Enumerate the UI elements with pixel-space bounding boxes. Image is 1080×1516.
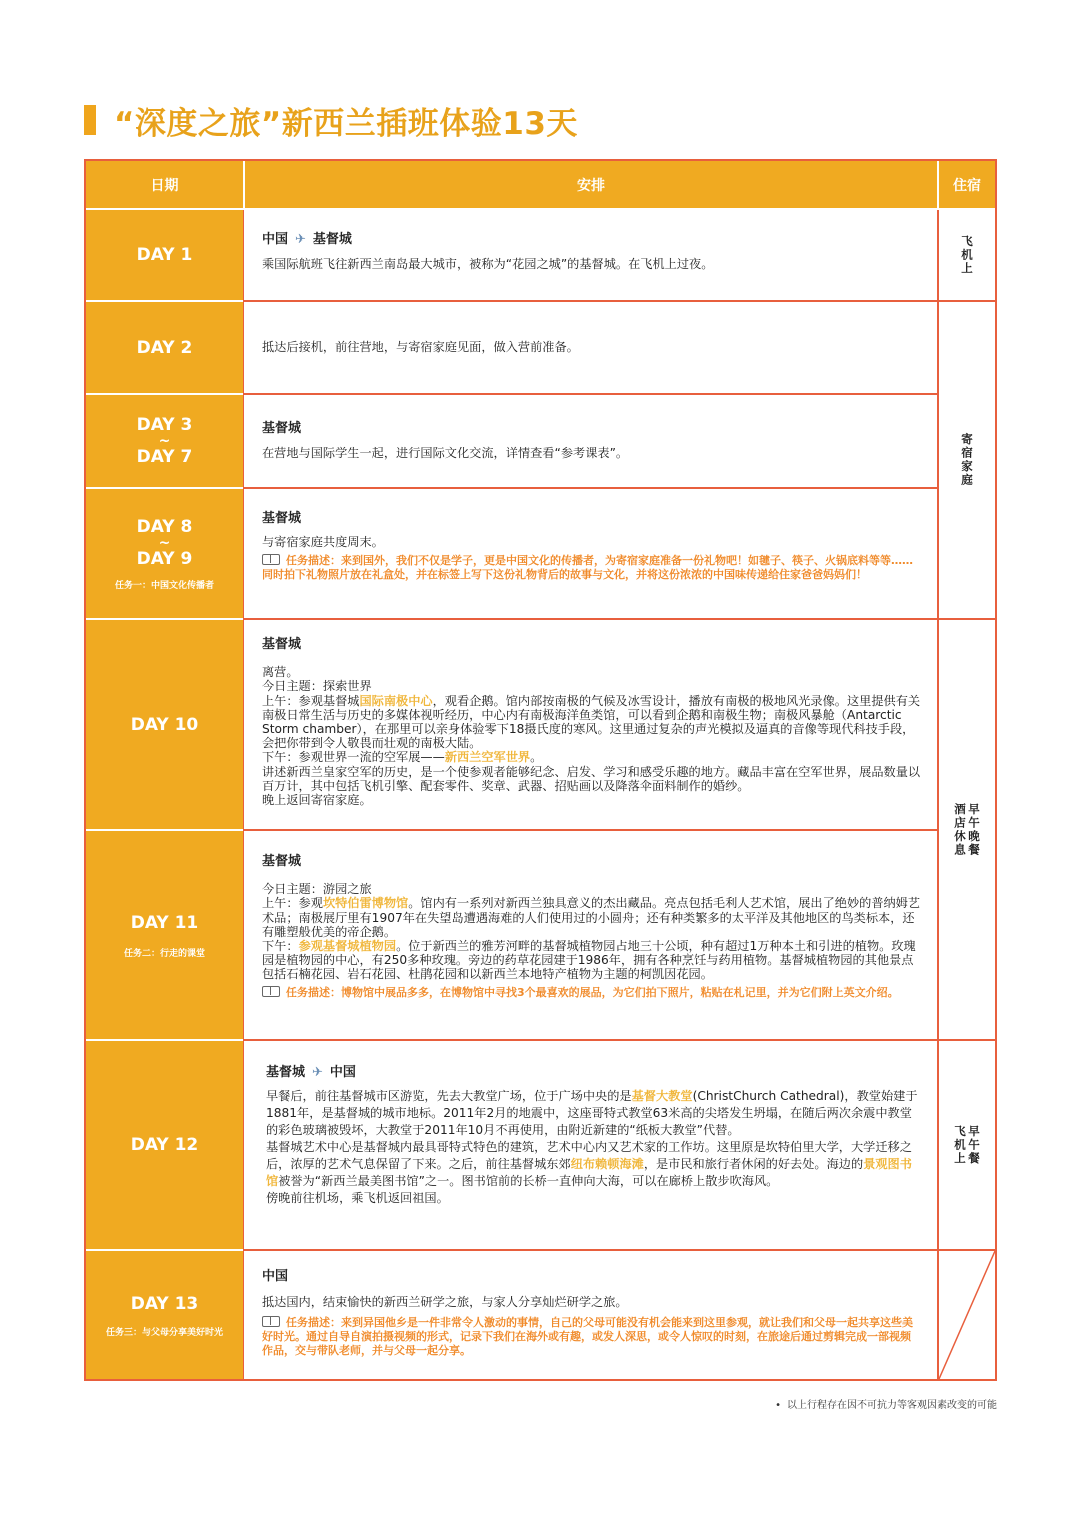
day10-line5: 讲述新西兰皇家空军的历史，是一个使参观者能够纪念、启发、学习和感受乐趣的地方。藏品丰富在空军世界，展品数量以百万计，其中包括飞机引擎、配套零件、奖章、武器、招贴画以及降落伞面料制作的婚纱。 [262,764,921,793]
page-title: “深度之旅”新西兰插班体验13天 [114,105,578,142]
task-description [262,986,921,1000]
location: 基督城 [262,637,302,652]
location: 基督城 [262,854,302,869]
route-to: 基督城 [312,232,352,247]
text: (ChristChurch Cathedral)，教堂始建于1881年，是基督城的城市地标。2011年2月的地震中，这座哥特式教堂63米高的尖塔发生坍塌，在随后两次余震中教堂的彩色玻璃被毁坏，大教堂于2011年10月不再使用，由附近新建的“纸板大教堂”代替。 [266,1089,918,1137]
day10-line3 [262,694,921,751]
highlight-place: 坎特伯雷博物馆 [322,896,409,911]
schedule-cell-day2 [243,302,937,395]
day12-line1 [266,1088,921,1139]
day11-line1: 今日主题：游园之旅 [262,882,372,897]
day2-text: 抵达后接机，前往营地，与寄宿家庭见面，做入营前准备。 [262,340,579,354]
day-label-start: DAY 3 [136,415,193,435]
day3-7-text: 在营地与国际学生一起，进行国际文化交流，详情查看“参考课表”。 [262,446,629,460]
day-label: DAY 11 [130,912,199,933]
task-text: 任务描述：来到国外，我们不仅是学子，更是中国文化的传播者，为寄宿家庭准备一份礼物吧！如毽子、筷子、火锅底料等等……同时拍下礼物照片放在礼盒处，并在标签上写下这份礼物背后的故事与文化，并将这份浓浓的中国味传递给住家爸爸妈妈们！ [262,554,913,581]
task-label: 任务二：行走的课堂 [123,948,205,959]
date-cell-day1 [86,210,243,302]
footnote [775,1396,997,1411]
date-cell-day3-7 [86,395,243,489]
stay-text-plane: 飞机上 [953,1124,967,1166]
highlight-place: 基督大教堂 [631,1089,693,1103]
stay-text-hotel: 酒店休息 [953,802,967,857]
day10-line4 [262,750,921,764]
task-label: 任务一：中国文化传播者 [114,581,214,591]
bullet-icon: • [775,1400,781,1411]
notebook-icon [262,986,280,997]
header-date: 日期 [86,161,243,210]
header-stay: 住宿 [937,161,995,210]
stay-cell-hotel [937,620,995,1041]
stay-text-meals: 早午餐 [967,1124,981,1166]
day10-line1: 离营。 [262,665,299,680]
date-cell-day13 [86,1251,243,1379]
schedule-cell-day8-9 [243,489,937,620]
day-label: DAY 10 [130,714,199,735]
stay-text: 飞机上 [960,234,974,276]
day11-line3 [262,939,921,982]
diagonal-divider [939,1251,995,1379]
text: 。 [530,750,543,765]
highlight-place: 景观图书馆 [266,1157,912,1188]
location: 中国 [262,1269,289,1284]
day1-text: 乘国际航班飞往新西兰南岛最大城市，被称为“花园之城”的基督城。在飞机上过夜。 [262,257,714,271]
highlight-place: 新西兰空军世界 [444,750,531,765]
location: 基督城 [262,511,302,526]
day8-9-text: 与寄宿家庭共度周末。 [262,535,384,549]
date-cell-day12 [86,1041,243,1251]
date-cell-day10 [86,620,243,831]
route-to: 中国 [329,1065,356,1080]
highlight-place: 参观基督城植物园 [298,939,397,954]
text: 被誉为“新西兰最美图书馆”之一。图书馆前的长桥一直伸向大海，可以在廊桥上散步吹海风。 [278,1174,779,1188]
task-description [262,1316,921,1358]
itinerary-table [84,159,997,1381]
schedule-cell-day12 [243,1041,937,1251]
day-label: DAY 1 [136,245,193,265]
text: 下午：参观世界一流的空军展—— [262,750,445,765]
text: 下午： [262,939,299,954]
date-cell-day11 [86,831,243,1041]
stay-text-meals: 早午晚餐 [967,802,981,857]
day-label-end: DAY 9 [136,549,193,569]
stay-cell-day1 [937,210,995,302]
text: 。位于新西兰的雅芳河畔的基督城植物园占地三十公顷，种有超过1万种本土和引进的植物。玫瑰园是植物园的中心，有250多种玫瑰。旁边的药草花园建于1986年，拥有各种烹饪与药用植物。基督城植物园的其他景点包括石楠花园、岩石花园、杜鹃花园和以新西兰本地特产植物为主题的柯凯因花园。 [262,939,916,982]
route [266,1064,921,1081]
day12-line3: 傍晚前往机场，乘飞机返回祖国。 [266,1191,449,1205]
day10-line2: 今日主题：探索世界 [262,679,372,694]
text: ，观看企鹅。馆内部按南极的气候及冰雪设计，播放有南极的极地风光录像。这里提供有关南极日常生活与历史的多媒体视听经历，中心内有南极海洋鱼类馆，可以看到企鹅和南极生物；南极风暴舱（Antarctic Storm chamber），在那里可以亲身体验零下18摄氏度的寒风。这里通过复杂的声光模拟及逼真的音像等现代科技手段，会把你带到令人敬畏而壮观的南极大陆。 [262,693,921,751]
route [262,232,921,247]
schedule-cell-day3-7 [243,395,937,489]
notebook-icon [262,1316,280,1327]
text: 上午：参观基督城 [262,693,360,708]
range-tilde: ~ [158,433,171,449]
day-label: DAY 13 [130,1293,199,1314]
schedule-cell-day13 [243,1251,937,1379]
text: 。馆内有一系列对新西兰独具意义的杰出藏品。亮点包括毛利人艺术馆，展出了绝妙的普纳姆艺术品；南极展厅里有1907年在失望岛遭遇海难的人们使用过的小圆舟；还有种类繁多的太平洋及其他地区的鸟类标本，还有雕塑般优美的帝企鹅。 [262,896,921,939]
header-schedule: 安排 [243,161,937,210]
page-title-block [84,100,578,140]
schedule-cell-day10 [243,620,937,831]
day13-text: 抵达国内，结束愉快的新西兰研学之旅，与家人分享灿烂研学之旅。 [262,1295,628,1309]
day-label: DAY 12 [130,1135,199,1155]
stay-cell-day12 [937,1041,995,1251]
route-from: 基督城 [266,1065,306,1080]
plane-icon: ✈ [312,1065,323,1080]
date-cell-day8-9 [86,489,243,620]
stay-cell-homestay [937,302,995,620]
day-label-end: DAY 7 [136,447,193,467]
schedule-cell-day1 [243,210,937,302]
text: 基督城艺术中心是基督城内最具哥特式特色的建筑，艺术中心内又艺术家的工作坊。这里原是坎特伯里大学，大学迁移之后，浓厚的艺术气息保留了下来。之后，前往基督城东郊 [266,1140,912,1171]
highlight-place: 国际南极中心 [359,693,433,708]
day11-line2 [262,896,921,939]
day10-line6: 晚上返回寄宿家庭。 [262,793,372,808]
day12-line2 [266,1139,921,1190]
plane-icon: ✈ [295,232,306,247]
stay-cell-day13-empty [937,1251,995,1379]
date-cell-day2 [86,302,243,395]
day-label-start: DAY 8 [136,517,193,537]
stay-text: 寄宿家庭 [960,433,974,487]
range-tilde: ~ [158,535,171,551]
highlight-place: 纽布赖顿海滩 [570,1157,644,1171]
schedule-cell-day11 [243,831,937,1041]
text: ，是市民和旅行者休闲的好去处。海边的 [643,1157,864,1171]
location: 基督城 [262,421,302,436]
task-text: 任务描述：来到异国他乡是一件非常令人激动的事情，自己的父母可能没有机会能来到这里参观，就让我们和父母一起共享这些美好时光。通过自导自演拍摄视频的形式，记录下我们在海外或有趣，或发人深思，或令人惊叹的时刻，在旅途后通过剪辑完成一部视频作品，交与带队老师，并与父母一起分享。 [262,1316,913,1357]
task-description [262,554,921,582]
task-label: 任务三：与父母分享美好时光 [105,1327,223,1338]
day-label: DAY 2 [136,337,193,358]
title-accent-bar [84,105,96,135]
notebook-icon [262,554,280,565]
route-from: 中国 [262,232,289,247]
text: 早餐后，前往基督城市区游览，先去大教堂广场，位于广场中央的是 [266,1089,632,1103]
text: 上午：参观 [262,896,323,911]
footnote-text: 以上行程存在因不可抗力等客观因素改变的可能 [787,1400,997,1411]
task-text: 任务描述：博物馆中展品多多，在博物馆中寻找3个最喜欢的展品，为它们拍下照片，粘贴在札记里，并为它们附上英文介绍。 [286,985,899,999]
